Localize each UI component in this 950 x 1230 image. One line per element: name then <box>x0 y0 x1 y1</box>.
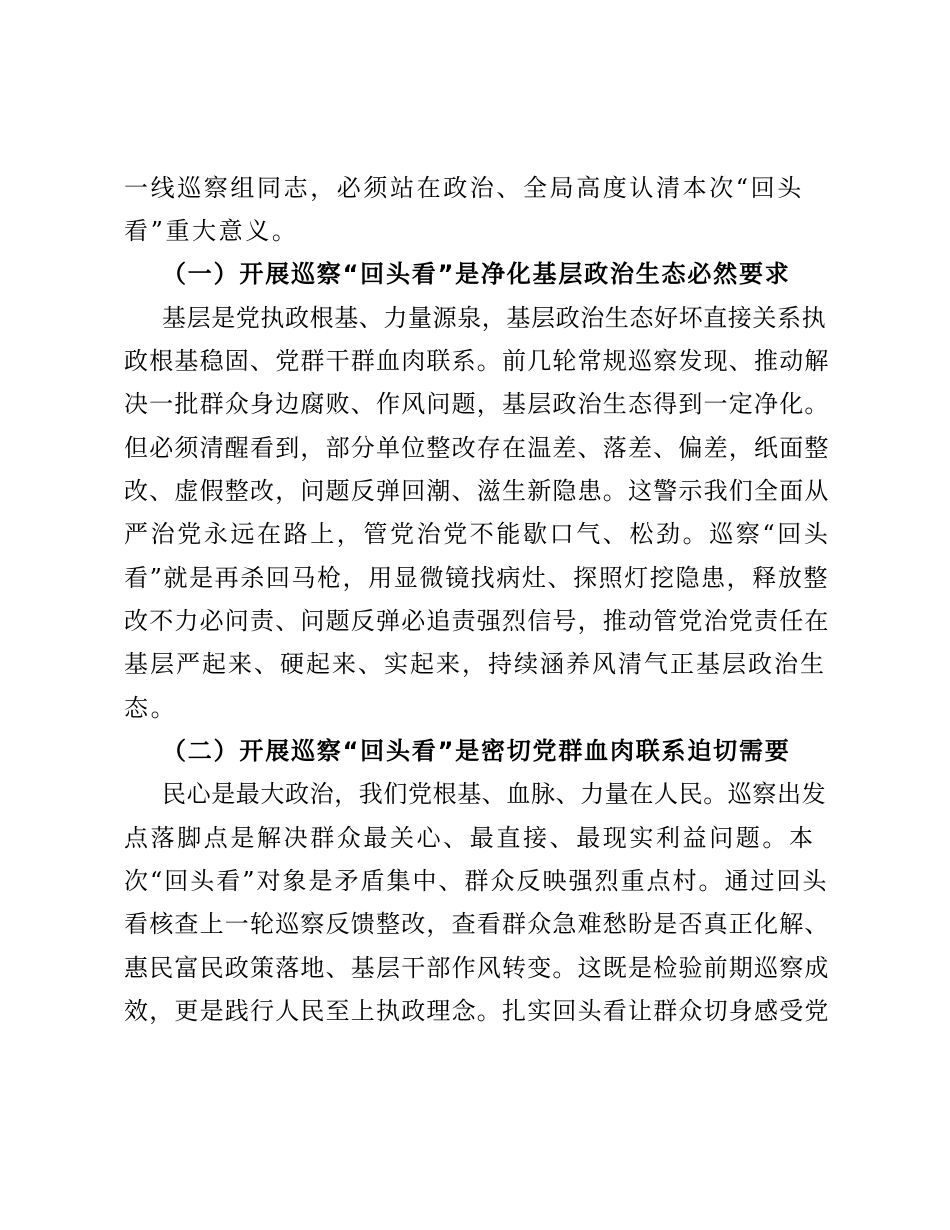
text-line: 民心是最大政治，我们党根基、血脉、力量在人民。巡察出发 <box>162 780 827 808</box>
section-heading-1: （一）开展巡察“回头看”是净化基层政治生态必然要求 <box>162 260 791 288</box>
text-line: 基层严起来、硬起来、实起来，持续涵养风清气正基层政治生 <box>124 650 826 678</box>
text-line: 看核查上一轮巡察反馈整改，查看群众急难愁盼是否真正化解、 <box>124 910 830 938</box>
text-line: 效，更是践行人民至上执政理念。扎实回头看让群众切身感受党 <box>124 997 830 1025</box>
text-line: 看”重大意义。 <box>124 217 299 245</box>
text-line: 惠民富民政策落地、基层干部作风转变。这既是检验前期巡察成 <box>124 954 830 982</box>
text-line: 严治党永远在路上，管党治党不能歇口气、松劲。巡察“回头 <box>124 520 831 548</box>
text-line: 改不力必问责、问题反弹必追责强烈信号，推动管党治党责任在 <box>124 607 830 635</box>
text-line: 一线巡察组同志，必须站在政治、全局高度认清本次“回头 <box>124 174 804 202</box>
section-heading-2: （二）开展巡察“回头看”是密切党群血肉联系迫切需要 <box>162 737 791 765</box>
text-line: 改、虚假整改，问题反弹回潮、滋生新隐患。这警示我们全面从 <box>124 477 830 505</box>
text-line: 但必须清醒看到，部分单位整改存在温差、落差、偏差，纸面整 <box>124 434 830 462</box>
text-line: 次“回头看”对象是矛盾集中、群众反映强烈重点村。通过回头 <box>124 867 829 895</box>
text-line: 点落脚点是解决群众最关心、最直接、最现实利益问题。本 <box>124 824 816 852</box>
text-line: 政根基稳固、党群干群血肉联系。前几轮常规巡察发现、推动解 <box>124 347 830 375</box>
text-line: 看”就是再杀回马枪，用显微镜找病灶、探照灯挖隐患，释放整 <box>124 564 830 592</box>
text-line: 决一批群众身边腐败、作风问题，基层政治生态得到一定净化。 <box>124 390 830 418</box>
text-line: 基层是党执政根基、力量源泉，基层政治生态好坏直接关系执 <box>162 304 827 332</box>
text-line: 态。 <box>124 694 178 722</box>
